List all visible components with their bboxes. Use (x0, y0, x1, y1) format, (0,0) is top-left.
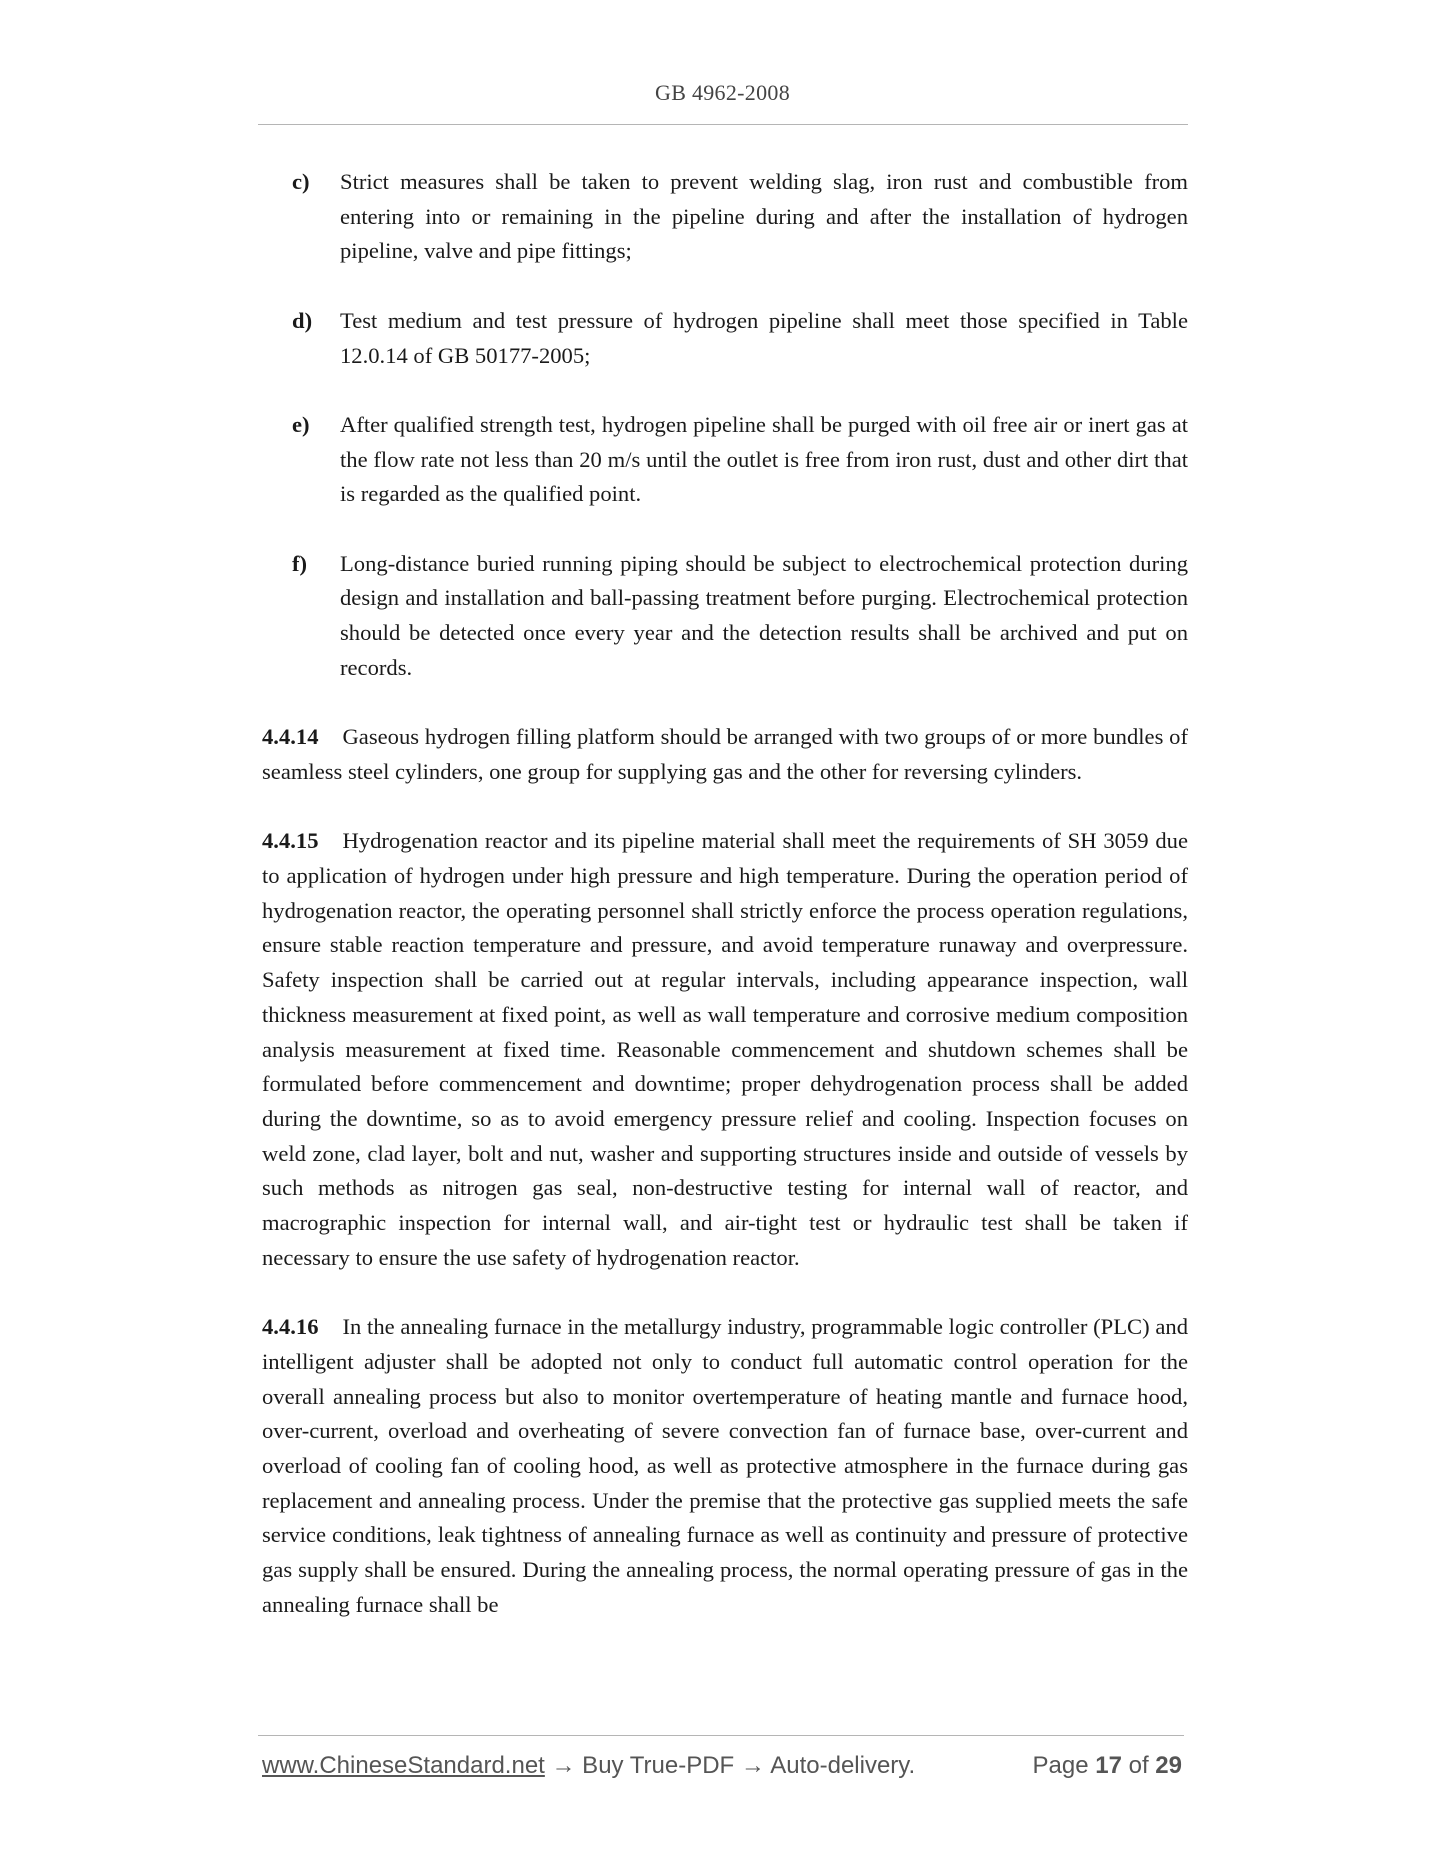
list-item-text: Test medium and test pressure of hydrogen pipeline shall meet those specified in Table 12.0.14 of GB 50177-2005; (340, 307, 1188, 368)
footer-tagline: → Buy True-PDF → Auto-delivery. (544, 1752, 916, 1779)
list-item-text: Strict measures shall be taken to prevent welding slag, iron rust and combustible from entering into or remaining in the pipeline during and after the installation of hydrogen pipeline, valve and pipe fittings; (340, 169, 1188, 264)
document-body (262, 165, 1188, 1657)
list-marker: f) (292, 550, 308, 576)
section-number: 4.4.16 (262, 1314, 319, 1340)
header-divider (258, 124, 1188, 125)
of-label: of (1128, 1752, 1149, 1779)
list-marker: e) (292, 411, 310, 437)
section-4-4-16 (262, 1310, 1188, 1622)
website-link[interactable]: www.ChineseStandard.net (262, 1752, 545, 1779)
list-item-text: After qualified strength test, hydrogen pipeline shall be purged with oil free air or inert gas at the flow rate not less than 20 m/s until the outlet is free from iron rust, dust and other dirt that is regarded as the qualified point. (340, 411, 1188, 507)
section-text: Hydrogenation reactor and its pipeline material shall meet the requirements of SH 3059 due to application of hydrogen under high pressure and high temperature. During the operation period of hydrogenation reactor, the operating personnel shall strictly enforce the process operation regulations, ensure stable reaction temperature and pressure, and avoid temperature runaway and overpressure. Safety inspection shall be carried out at regular intervals, including appearance inspection, wall thickness measurement at fixed point, as well as wall temperature and corrosive medium composition analysis measurement at fixed time. Reasonable commencement and shutdown schemes shall be formulated before commencement and downtime; proper dehydrogenation process shall be added during the downtime, so as to avoid emergency pressure relief and cooling. Inspection focuses on weld zone, clad layer, bolt and nut, washer and supporting structures inside and outside of vessels by such methods as nitrogen gas seal, non-destructive testing for internal wall of reactor, and macrographic inspection for internal wall, and air-tight test or hydraulic test shall be taken if necessary to ensure the use safety of hydrogenation reactor. (262, 828, 1188, 1270)
list-item-f (262, 547, 1188, 686)
list-item-d (262, 304, 1188, 373)
current-page-number: 17 (1095, 1752, 1122, 1779)
list-item-text: Long-distance buried running piping should be subject to electrochemical protection during design and installation and ball-passing treatment before purging. Electrochemical protection should be detected once every year and the detection results shall be archived and put on records. (340, 550, 1188, 680)
list-item-c (262, 165, 1188, 269)
section-4-4-14 (262, 720, 1188, 789)
footer-divider (258, 1735, 1184, 1736)
section-number: 4.4.14 (262, 724, 319, 750)
total-pages-number: 29 (1155, 1752, 1182, 1779)
section-text: Gaseous hydrogen filling platform should be arranged with two groups of or more bundles of seamless steel cylinders, one group for supplying gas and the other for reversing cylinders. (262, 724, 1188, 784)
section-number: 4.4.15 (262, 828, 319, 854)
list-marker: d) (292, 307, 313, 333)
page-footer (262, 1752, 1182, 1780)
list-item-e (262, 408, 1188, 512)
document-header: GB 4962-2008 (655, 80, 790, 105)
page-indicator (1033, 1752, 1183, 1780)
page-label: Page (1032, 1752, 1089, 1779)
list-marker: c) (292, 169, 310, 194)
section-text: In the annealing furnace in the metallurgy industry, programmable logic controller (PLC) and intelligent adjuster shall be adopted not only to conduct full automatic control operation for the overall annealing process but also to monitor overtemperature of heating mantle and furnace hood, over-current, overload and overheating of severe convection fan of furnace base, over-current and overload of cooling fan of cooling hood, as well as protective atmosphere in the furnace during gas replacement and annealing process. Under the premise that the protective gas supplied meets the safe service conditions, leak tightness of annealing furnace as well as continuity and pressure of protective gas supply shall be ensured. During the annealing process, the normal operating pressure of gas in the annealing furnace shall be (262, 1314, 1188, 1617)
section-4-4-15 (262, 824, 1188, 1275)
